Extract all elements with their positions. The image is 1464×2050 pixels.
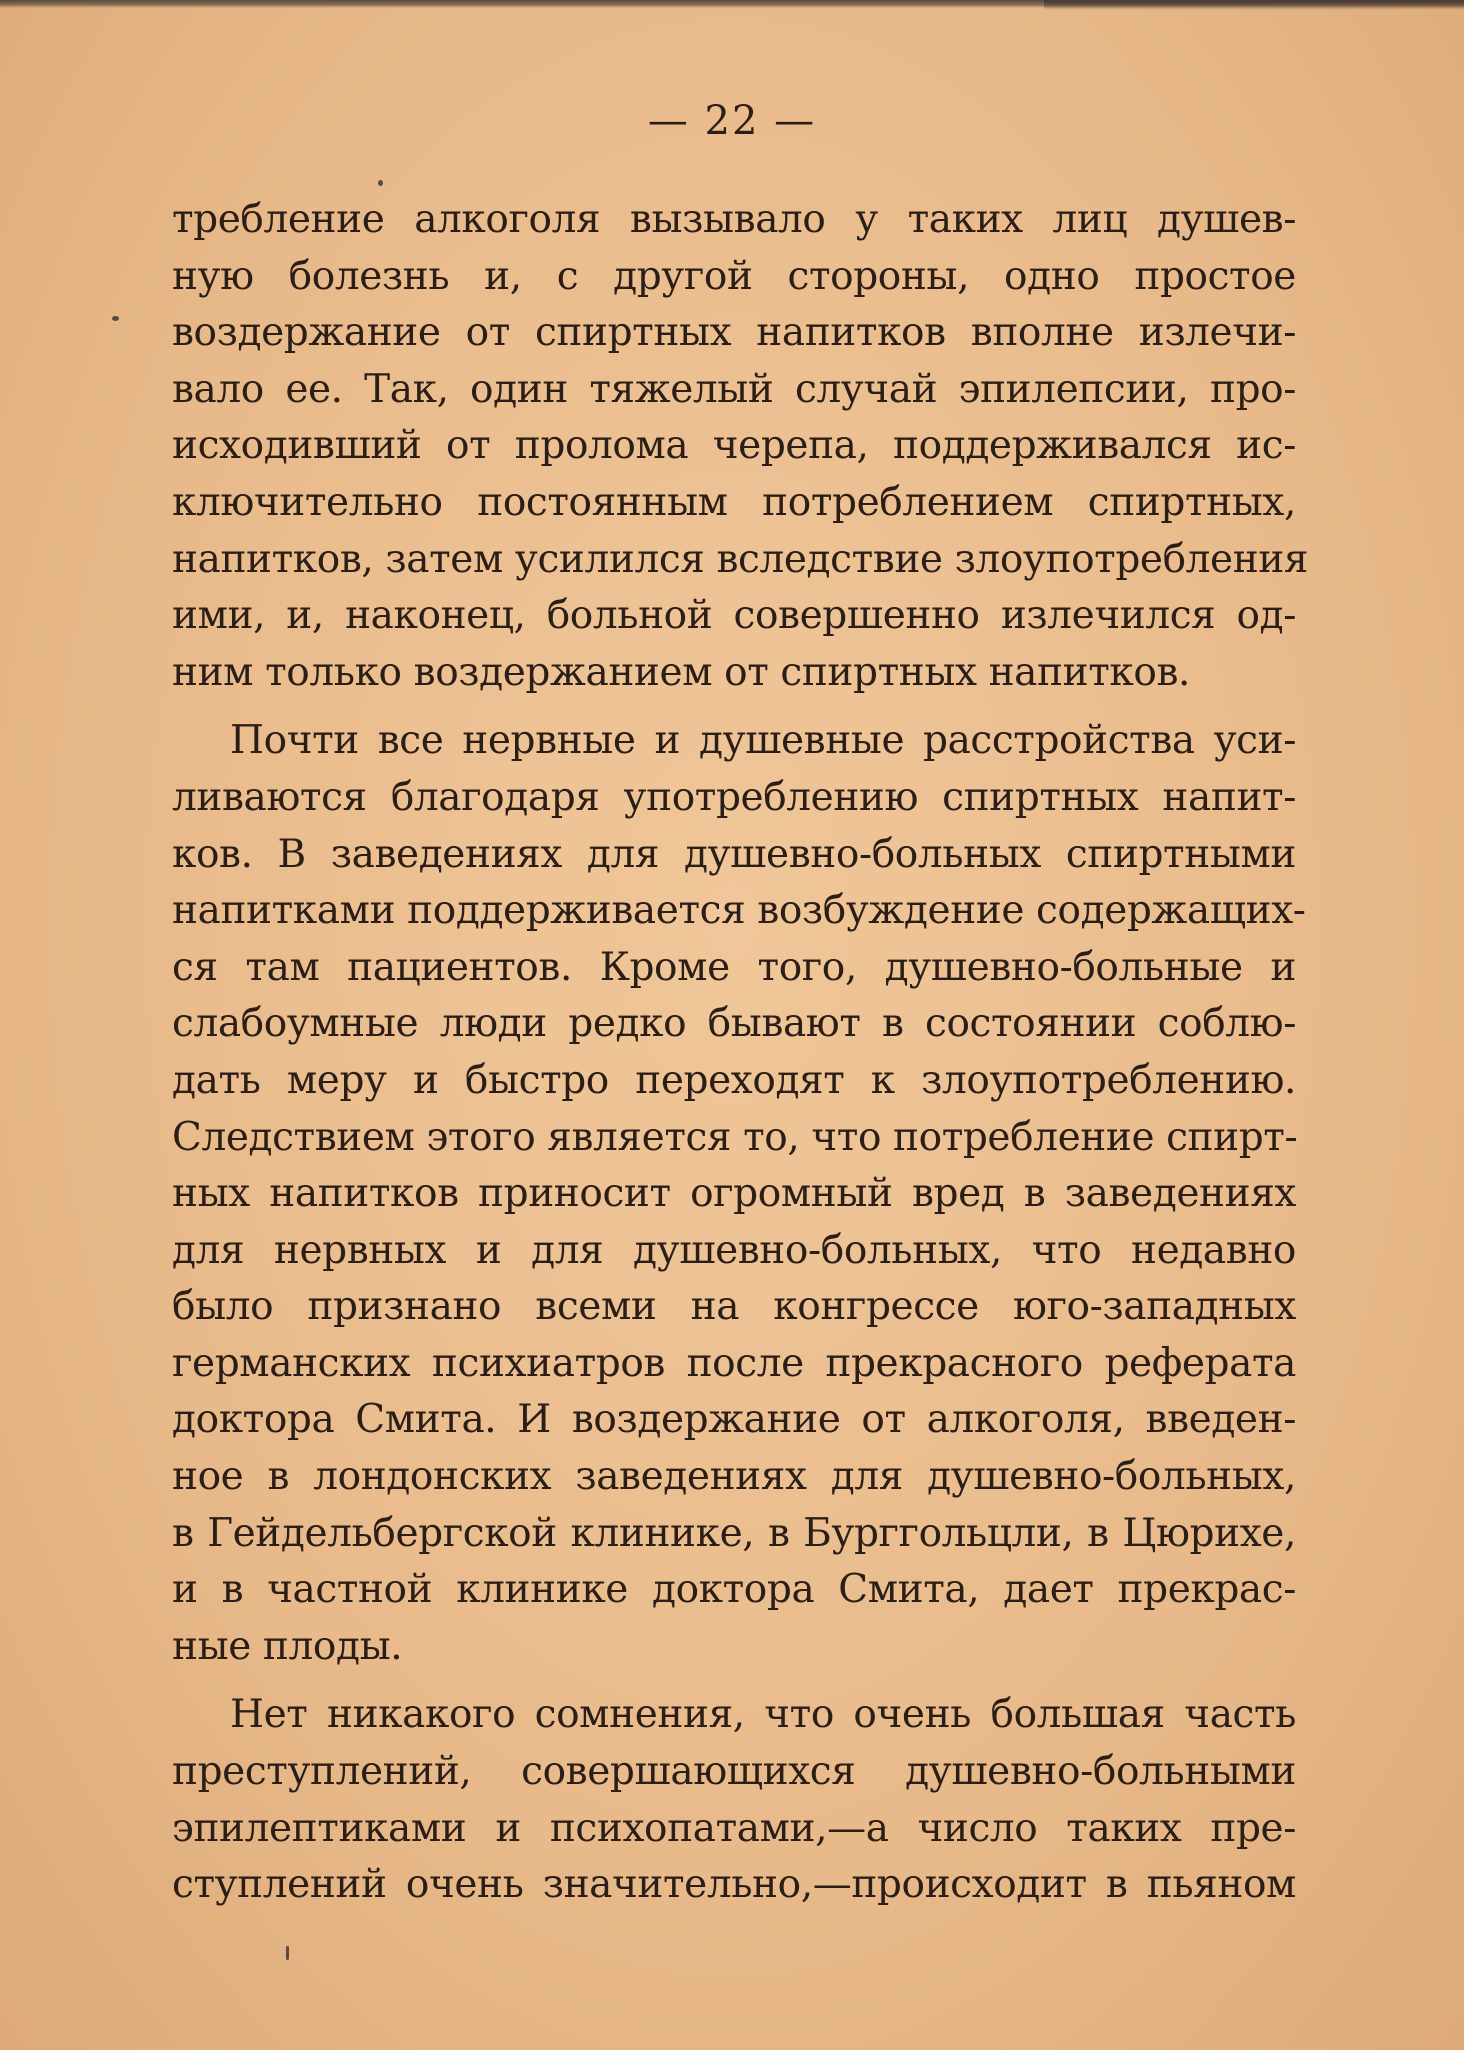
text-line: ных напитков приносит огромный вред в заведениях — [172, 1171, 1296, 1217]
paragraph-3 — [172, 1687, 1296, 1913]
text-line: для нервных и для душевно-больных, что недавно — [172, 1227, 1296, 1273]
text-line: слабоумные люди редко бывают в состоянии соблю- — [172, 1001, 1296, 1047]
text-line: напитками поддерживается возбуждение содержащих- — [172, 888, 1306, 934]
text-line: ступлений очень значительно,—происходит в пьяном — [172, 1862, 1296, 1908]
text-line: ключительно постоянным потреблением спиртных, — [172, 479, 1296, 525]
body-text — [172, 192, 1309, 1914]
text-line: воздержание от спиртных напитков вполне излечи- — [172, 310, 1296, 356]
text-line: Нет никакого сомнения, что очень большая часть — [230, 1692, 1296, 1738]
text-line: дать меру и быстро переходят к злоупотреблению. — [172, 1057, 1296, 1103]
text-line: в Гейдельбергской клинике, в Бурггольцли, в Цюрихе, — [172, 1510, 1296, 1556]
text-line: ные плоды. — [172, 1623, 403, 1669]
text-line: и в частной клинике доктора Смита, дает прекрас- — [172, 1567, 1296, 1613]
text-line: напитков, затем усилился вследствие злоупотребления — [172, 536, 1309, 582]
text-line: ним только воздержанием от спиртных напитков. — [172, 649, 1190, 695]
text-line: требление алкоголя вызывало у таких лиц душев- — [172, 197, 1296, 242]
text-line: вало ее. Так, один тяжелый случай эпилепсии, про- — [172, 366, 1296, 412]
ink-speck — [378, 180, 383, 186]
page-top-edge-shadow — [1044, 0, 1464, 10]
text-line: ливаются благодаря употреблению спиртных напит- — [172, 774, 1296, 820]
ink-speck — [112, 316, 119, 321]
page-number: — 22 — — [647, 98, 817, 144]
text-line: ную болезнь и, с другой стороны, одно простое — [172, 253, 1296, 299]
text-line: исходивший от пролома черепа, поддерживался ис- — [172, 423, 1296, 469]
text-line: ся там пациентов. Кроме того, душевно-больные и — [172, 944, 1296, 990]
text-line: преступлений, совершающихся душевно-больными — [172, 1749, 1296, 1795]
text-line: ное в лондонских заведениях для душевно-больных, — [172, 1454, 1296, 1500]
text-line: Следствием этого является то, что потребление спирт- — [172, 1114, 1298, 1160]
text-line: ков. В заведениях для душевно-больных спиртными — [172, 831, 1296, 877]
ink-speck — [286, 1946, 289, 1960]
text-line: доктора Смита. И воздержание от алкоголя, введен- — [172, 1397, 1296, 1443]
paragraph-2 — [172, 713, 1306, 1675]
text-line: было признано всеми на конгрессе юго-западных — [172, 1284, 1296, 1330]
text-line: Почти все нервные и душевные расстройства уси- — [230, 718, 1296, 764]
paragraph-1 — [172, 192, 1309, 701]
text-line: германских психиатров после прекрасного реферата — [172, 1340, 1296, 1386]
text-line: ими, и, наконец, больной совершенно излечился од- — [172, 593, 1296, 639]
text-line: эпилептиками и психопатами,—а число таких пре- — [172, 1805, 1296, 1851]
